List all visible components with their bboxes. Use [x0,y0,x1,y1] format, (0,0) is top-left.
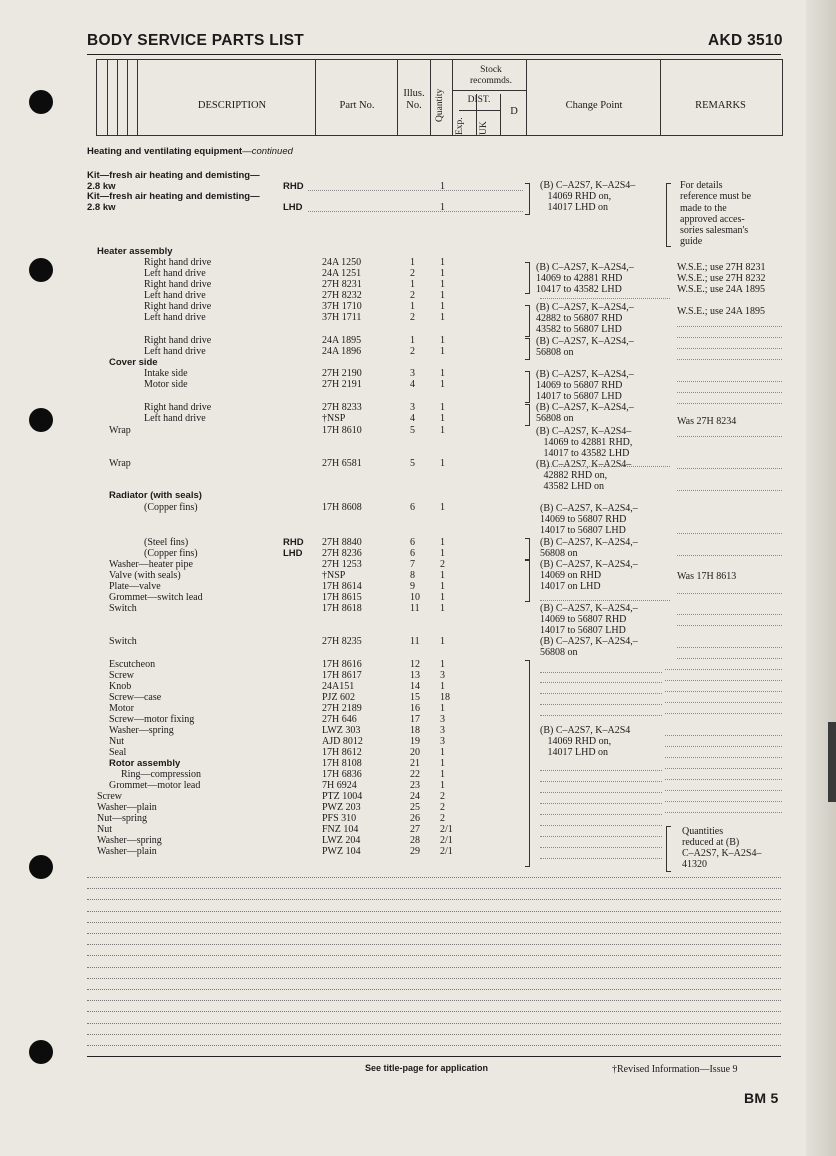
row-part-no: PTZ 1004 [322,791,363,802]
row-illus-no: 17 [410,714,420,725]
table-row [87,592,557,603]
row-description: Screw—motor fixing [109,714,195,725]
row-illus-no: 22 [410,769,420,780]
row-illus-no: 19 [410,736,420,747]
row-quantity: 1 [440,268,445,279]
remark: Was 27H 8234 [677,416,737,427]
row-description: Knob [109,681,132,692]
col-uk: UK [479,121,489,135]
kit-qty: 1 [440,202,445,213]
row-description: Left hand drive [144,268,206,279]
col-stock: Stock recommds. [470,65,512,86]
row-quantity: 1 [440,592,445,603]
blank-entry-line [87,1034,781,1035]
change-point: (B) C–A2S7, K–A2S4– 14069 to 42881 RHD, 14017 to 43582 LHD [536,426,633,459]
header-rule [87,54,781,55]
row-part-no: 27H 8236 [322,548,362,559]
row-illus-no: 9 [410,581,415,592]
index-tab [828,722,836,802]
blank-entry-line [87,877,781,878]
blank-entry-line [87,955,781,956]
row-illus-no: 6 [410,537,415,548]
change-point: (B) C–A2S7, K–A2S4,– 56808 on [536,402,634,424]
change-point: (B) C–A2S7, K–A2S4,– 42882 to 56807 RHD 43582 to 56807 LHD [536,302,634,335]
row-illus-no: 20 [410,747,420,758]
binder-hole [29,1040,53,1064]
row-illus-no: 18 [410,725,420,736]
row-part-no: 27H 2190 [322,368,362,379]
row-quantity: 2/1 [440,824,453,835]
row-description: Washer—spring [109,725,174,736]
kit-line1: Kit—fresh air heating and demisting— [87,170,260,181]
table-row [87,581,557,592]
change-point: (B) C–A2S7, K–A2S4,– 14069 to 56807 RHD 14017 to 56807 LHD [536,369,634,402]
row-quantity: 1 [440,570,445,581]
remark: W.S.E.; use 24A 1895 [677,306,765,317]
row-description: Left hand drive [144,413,206,424]
table-row [87,681,557,692]
row-quantity: 1 [440,659,445,670]
change-point: (B) C–A2S7, K–A2S4– 42882 RHD on, 43582 LHD on [536,459,632,492]
table-row [87,603,557,614]
row-part-no: LWZ 303 [322,725,361,736]
col-exp: Exp. [455,117,465,135]
remark: W.S.E.; use 24A 1895 [677,284,765,295]
row-part-no: 17H 8612 [322,747,362,758]
row-description: Intake side [144,368,188,379]
table-row [87,279,557,290]
row-part-no: 17H 8616 [322,659,362,670]
kit-line1-side: RHD [283,181,304,192]
blank-entry-line [87,922,781,923]
col-remarks: REMARKS [695,100,746,111]
row-description: Left hand drive [144,346,206,357]
row-quantity: 1 [440,603,445,614]
row-part-no: 17H 8614 [322,581,362,592]
row-illus-no: 1 [410,279,415,290]
row-illus-no: 16 [410,703,420,714]
row-quantity: 3 [440,725,445,736]
change-point: (B) C–A2S7, K–A2S4,– 14069 to 56807 RHD 14017 to 56807 LHD [540,503,638,536]
table-row [87,379,557,390]
row-quantity: 1 [440,402,445,413]
table-row [87,747,557,758]
col-dist: DIST. [467,95,491,105]
row-quantity: 1 [440,346,445,357]
row-part-no: PJZ 602 [322,692,356,703]
row-description: Right hand drive [144,257,212,268]
row-part-no: †NSP [322,413,346,424]
row-quantity: 1 [440,335,445,346]
row-part-no: 7H 6924 [322,780,357,791]
table-row [87,824,557,835]
blank-entry-line [87,911,781,912]
row-description: Washer—heater pipe [109,559,193,570]
row-description: Grommet—motor lead [109,780,201,791]
table-row [87,714,557,725]
kit-change-point: (B) C–A2S7, K–A2S4– 14069 RHD on, 14017 LHD on [540,180,636,213]
row-quantity: 1 [440,703,445,714]
table-row [87,846,557,857]
table-row [87,659,557,670]
table-row [87,413,557,424]
table-row [87,769,557,780]
row-illus-no: 11 [410,603,420,614]
table-row [87,346,557,357]
kit-line2-side: LHD [283,202,303,213]
row-description: Screw [97,791,122,802]
row-illus-no: 25 [410,802,420,813]
table-row [87,335,557,346]
binder-hole [29,90,53,114]
row-quantity: 1 [440,290,445,301]
row-description: (Steel fins) [144,537,189,548]
row-description: Washer—spring [97,835,162,846]
table-row [87,368,557,379]
table-row [87,402,557,413]
binder-hole [29,408,53,432]
table-row [87,548,557,559]
kit-qty: 1 [440,181,445,192]
row-description: Switch [109,636,137,647]
kit-line2: Kit—fresh air heating and demisting— [87,191,260,202]
row-illus-no: 6 [410,502,415,513]
row-part-no: 17H 8610 [322,425,362,436]
row-description: Motor [109,703,134,714]
row-illus-no: 27 [410,824,420,835]
kit-line2-rating: 2.8 kw [87,202,116,213]
section-title: Heating and ventilating equipment—continued [87,146,293,157]
remark: W.S.E.; use 27H 8231 [677,262,766,273]
row-description: Nut [97,824,112,835]
table-row [87,559,557,570]
row-description: Right hand drive [144,279,212,290]
row-description: Valve (with seals) [109,570,181,581]
row-part-no: FNZ 104 [322,824,359,835]
row-part-no: 24A 1251 [322,268,362,279]
col-d: D [510,106,518,117]
row-quantity: 1 [440,425,445,436]
table-row [87,290,557,301]
row-quantity: 1 [440,681,445,692]
row-description: Left hand drive [144,312,206,323]
row-description: Wrap [109,458,131,469]
change-point: (B) C–A2S7, K–A2S4,– 56808 on [536,336,634,358]
row-illus-no: 10 [410,592,420,603]
col-change-point: Change Point [565,100,623,111]
row-illus-no: 14 [410,681,420,692]
row-description: Motor side [144,379,188,390]
table-row [87,670,557,681]
row-description: Nut [109,736,124,747]
column-header-table [96,59,783,136]
row-part-no: 27H 646 [322,714,357,725]
row-illus-no: 15 [410,692,420,703]
blank-entry-line [87,944,781,945]
row-part-no: 17H 8618 [322,603,362,614]
row-quantity: 1 [440,257,445,268]
table-row [87,813,557,824]
row-part-no: 24A151 [322,681,355,692]
row-side: LHD [283,548,303,559]
row-part-no: 37H 1710 [322,301,362,312]
row-description: Washer—plain [97,802,157,813]
change-point: (B) C–A2S7, K–A2S4,– 56808 on [540,636,638,658]
row-quantity: 1 [440,301,445,312]
subhead-radiator: Radiator (with seals) [109,490,202,501]
row-quantity: 3 [440,714,445,725]
row-illus-no: 2 [410,346,415,357]
row-part-no: 27H 1253 [322,559,362,570]
row-illus-no: 1 [410,257,415,268]
row-quantity: 3 [440,670,445,681]
page-edge-shadow [806,0,836,1156]
row-quantity: 1 [440,537,445,548]
row-quantity: 1 [440,636,445,647]
row-part-no: 27H 8233 [322,402,362,413]
blank-entry-line [87,888,781,889]
row-description: (Copper fins) [144,548,198,559]
row-quantity: 1 [440,312,445,323]
row-part-no: PFS 310 [322,813,357,824]
row-illus-no: 2 [410,268,415,279]
row-part-no: 17H 8617 [322,670,362,681]
table-row [87,425,557,436]
document-code: AKD 3510 [708,32,783,49]
row-part-no: 24A 1895 [322,335,362,346]
table-row [87,570,557,581]
table-row [87,257,557,268]
row-illus-no: 5 [410,425,415,436]
table-row [87,758,557,769]
table-row [87,835,557,846]
row-description: Seal [109,747,127,758]
table-row [87,268,557,279]
table-row [87,736,557,747]
table-row [87,458,557,469]
row-quantity: 1 [440,279,445,290]
row-part-no: 37H 1711 [322,312,362,323]
row-quantity: 1 [440,368,445,379]
remark: Quantities reduced at (B) C–A2S7, K–A2S4– 41320 [682,826,762,870]
row-illus-no: 2 [410,312,415,323]
row-part-no: 24A 1896 [322,346,362,357]
blank-entry-line [87,989,781,990]
row-description: Right hand drive [144,402,212,413]
row-quantity: 2 [440,802,445,813]
table-row [87,502,557,513]
table-row [87,703,557,714]
page-number: BM 5 [744,1090,779,1106]
change-point: (B) C–A2S7, K–A2S4 14069 RHD on, 14017 LHD on [540,725,631,758]
row-description: Ring—compression [121,769,201,780]
footer-rule [87,1056,781,1057]
col-description: DESCRIPTION [197,100,267,111]
row-illus-no: 1 [410,335,415,346]
row-quantity: 1 [440,747,445,758]
row-description: Right hand drive [144,335,212,346]
document-title: BODY SERVICE PARTS LIST [87,32,305,49]
blank-entry-line [87,899,781,900]
row-illus-no: 26 [410,813,420,824]
kit-remarks: For details reference must be made to the approved acces- sories salesman's guide [680,180,752,248]
table-row [87,537,557,548]
row-description: Wrap [109,425,131,436]
subhead-heater: Heater assembly [97,246,173,257]
row-description: Washer—plain [97,846,157,857]
row-part-no: 27H 8231 [322,279,362,290]
blank-entry-line [87,967,781,968]
row-illus-no: 4 [410,379,415,390]
footer-note: See title-page for application [365,1063,489,1073]
row-quantity: 18 [440,692,450,703]
row-quantity: 2/1 [440,846,453,857]
row-description: Screw [109,670,134,681]
row-quantity: 2 [440,791,445,802]
row-illus-no: 21 [410,758,420,769]
row-part-no: 24A 1250 [322,257,362,268]
row-illus-no: 11 [410,636,420,647]
row-quantity: 1 [440,780,445,791]
row-illus-no: 28 [410,835,420,846]
row-part-no: 17H 8108 [322,758,362,769]
row-illus-no: 1 [410,301,415,312]
row-illus-no: 24 [410,791,420,802]
row-quantity: 1 [440,502,445,513]
table-row [87,312,557,323]
row-description: Switch [109,603,137,614]
row-illus-no: 4 [410,413,415,424]
row-description: Rotor assembly [109,758,181,769]
row-part-no: 17H 8608 [322,502,362,513]
row-illus-no: 23 [410,780,420,791]
row-description: Right hand drive [144,301,212,312]
row-part-no: AJD 8012 [322,736,363,747]
row-illus-no: 3 [410,368,415,379]
remark: Was 17H 8613 [677,571,737,582]
table-row [87,301,557,312]
row-part-no: †NSP [322,570,346,581]
table-row [87,780,557,791]
row-part-no: LWZ 204 [322,835,361,846]
footer-revision: †Revised Information—Issue 9 [612,1064,738,1075]
row-description: Screw—case [109,692,162,703]
row-illus-no: 7 [410,559,415,570]
change-point: (B) C–A2S7, K–A2S4,– 56808 on [540,537,638,559]
row-description: Nut—spring [97,813,147,824]
row-quantity: 1 [440,458,445,469]
row-quantity: 1 [440,413,445,424]
kit-line1-rating: 2.8 kw [87,181,116,192]
binder-hole [29,258,53,282]
binder-hole [29,855,53,879]
row-part-no: 27H 8840 [322,537,362,548]
remark: W.S.E.; use 27H 8232 [677,273,766,284]
row-part-no: 27H 8232 [322,290,362,301]
table-row [87,791,557,802]
row-part-no: PWZ 104 [322,846,361,857]
row-illus-no: 6 [410,548,415,559]
change-point: (B) C–A2S7, K–A2S4,– 14069 to 42881 RHD 10417 to 43582 LHD [536,262,634,295]
row-part-no: 27H 8235 [322,636,362,647]
row-part-no: 27H 2191 [322,379,362,390]
row-description: Plate—valve [109,581,161,592]
row-illus-no: 5 [410,458,415,469]
row-part-no: 17H 8615 [322,592,362,603]
blank-entry-line [87,1011,781,1012]
row-illus-no: 2 [410,290,415,301]
col-part-no: Part No. [339,100,375,111]
blank-entry-line [87,1023,781,1024]
blank-entry-line [87,933,781,934]
row-quantity: 2 [440,813,445,824]
table-row [87,725,557,736]
row-description: Escutcheon [109,659,156,670]
blank-entry-line [87,1045,781,1046]
col-illus: Illus. No. [403,88,425,111]
subhead-cover: Cover side [109,357,158,368]
row-quantity: 1 [440,581,445,592]
table-row [87,636,557,647]
row-part-no: 27H 2189 [322,703,362,714]
row-part-no: 27H 6581 [322,458,362,469]
row-illus-no: 12 [410,659,420,670]
row-description: (Copper fins) [144,502,198,513]
row-quantity: 1 [440,769,445,780]
row-quantity: 1 [440,548,445,559]
row-quantity: 3 [440,736,445,747]
row-part-no: 17H 6836 [322,769,362,780]
row-illus-no: 29 [410,846,420,857]
change-point: (B) C–A2S7, K–A2S4,– 14069 to 56807 RHD 14017 to 56807 LHD [540,603,638,636]
row-side: RHD [283,537,304,548]
col-quantity: Quantity [435,88,445,122]
row-description: Grommet—switch lead [109,592,203,603]
blank-entry-line [87,978,781,979]
row-quantity: 2/1 [440,835,453,846]
row-description: Left hand drive [144,290,206,301]
row-illus-no: 13 [410,670,420,681]
table-row [87,692,557,703]
row-quantity: 2 [440,559,445,570]
row-quantity: 1 [440,379,445,390]
row-illus-no: 8 [410,570,415,581]
table-row [87,802,557,813]
row-quantity: 1 [440,758,445,769]
row-illus-no: 3 [410,402,415,413]
row-part-no: PWZ 203 [322,802,361,813]
blank-entry-line [87,1000,781,1001]
change-point: (B) C–A2S7, K–A2S4,– 14069 on RHD 14017 on LHD [540,559,638,592]
